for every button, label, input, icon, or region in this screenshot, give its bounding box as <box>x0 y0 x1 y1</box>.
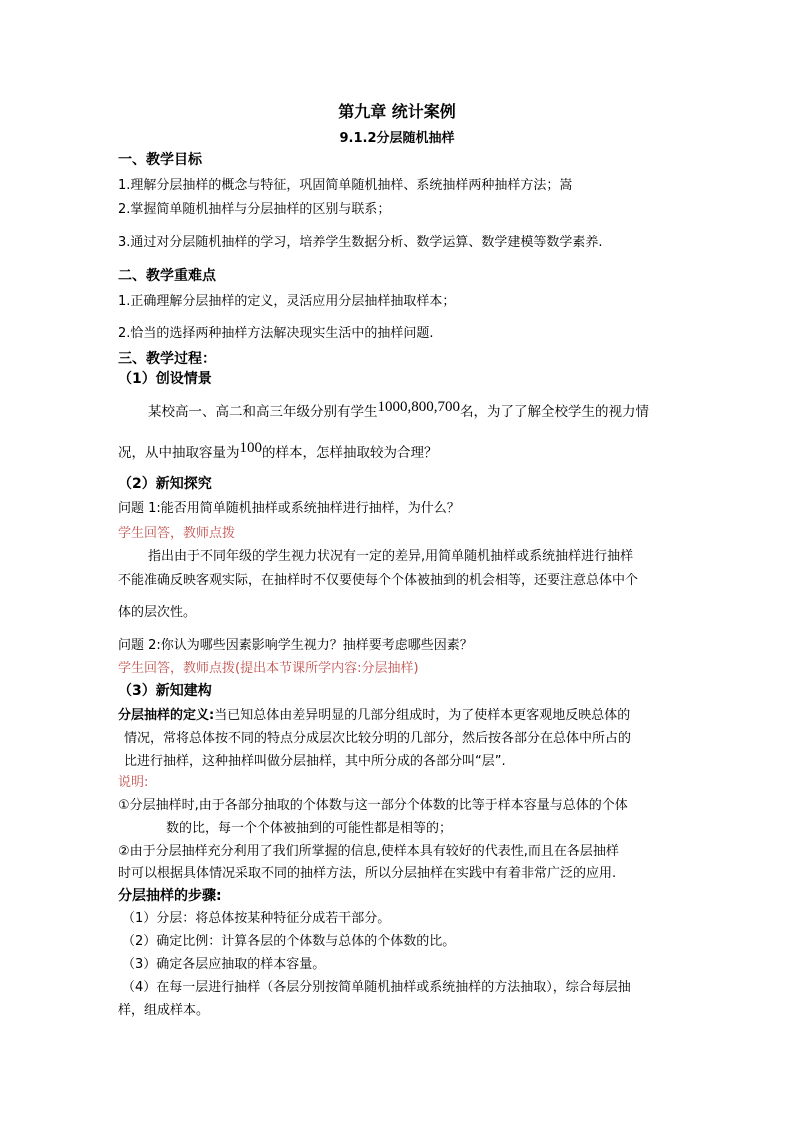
explore-heading: （2）新知探究 <box>118 476 212 492</box>
chapter-title: 第九章 统计案例 <box>338 102 456 121</box>
sample-size: 100 <box>239 440 262 456</box>
scenario-text: 的样本，怎样抽取较为合理？ <box>262 445 438 461</box>
explanation-line: 体的层次性。 <box>118 605 197 620</box>
question-2: 问题 2:你认为哪些因素影响学生视力？抽样要考虑哪些因素？ <box>118 638 473 653</box>
step-item: （3）确定各层应抽取的样本容量。 <box>122 957 326 972</box>
question-1: 问题 1:能否用简单随机抽样或系统抽样进行抽样，为什么？ <box>118 501 460 516</box>
key-points-heading: 二、教学重难点 <box>118 268 216 284</box>
steps-heading: 分层抽样的步骤: <box>118 888 222 904</box>
stray-glyph: 嵩 <box>559 178 573 193</box>
key-point-item: 1.正确理解分层抽样的定义，灵活应用分层抽样抽取样本； <box>118 294 456 309</box>
goals-heading: 一、教学目标 <box>118 152 202 168</box>
goal-item: 3.通过对分层随机抽样的学习，培养学生数据分析、数学运算、数学建模等数学素养. <box>118 235 603 250</box>
step-item: 样，组成样本。 <box>118 1003 210 1018</box>
scenario-heading: （1）创设情景 <box>118 371 212 387</box>
answer-label: 学生回答，教师点拨 <box>118 526 236 541</box>
goal-text: 1.理解分层抽样的概念与特征，巩固简单随机抽样、系统抽样两种抽样方法； <box>118 178 560 193</box>
scenario-text: 况，从中抽取容量为 <box>118 445 240 461</box>
key-point-item: 2.恰当的选择两种抽样方法解决现实生活中的抽样问题. <box>118 326 434 341</box>
goal-item <box>118 178 572 194</box>
definition-line: 比进行抽样，这种抽样叫做分层抽样，其中所分成的各部分叫“层”. <box>124 754 506 769</box>
goal-item: 2.掌握简单随机抽样与分层抽样的区别与联系； <box>118 202 391 217</box>
step-item: （2）确定比例：计算各层的个体数与总体的个体数的比。 <box>122 934 456 949</box>
scenario-text: 名，为了了解全校学生的视力情 <box>460 404 649 420</box>
note-line: 时可以根据具体情况采取不同的抽样方法，所以分层抽样在实践中有着非常广泛的应用. <box>118 866 617 881</box>
note-label: 说明: <box>118 775 149 790</box>
answer-label: 学生回答，教师点拨(提出本节课所学内容:分层抽样) <box>118 661 419 676</box>
section-subtitle: 9.1.2分层随机抽样 <box>339 131 455 146</box>
note-line: ①分层抽样时,由于各部分抽取的个体数与这一部分个体数的比等于样本容量与总体的个体 <box>118 798 628 813</box>
scenario-text: 某校高一、高二和高三年级分别有学生 <box>148 404 378 420</box>
scenario-line <box>118 440 438 461</box>
step-item: （4）在每一层进行抽样（各层分别按简单随机抽样或系统抽样的方法抽取），综合每层抽 <box>122 980 631 995</box>
step-item: （1）分层：将总体按某种特征分成若干部分。 <box>122 911 391 926</box>
definition-label: 分层抽样的定义: <box>118 708 215 723</box>
note-line: 数的比，每一个个体被抽到的可能性都是相等的； <box>166 821 453 836</box>
note-line: ②由于分层抽样充分利用了我们所掌握的信息,使样本具有较好的代表性,而且在各层抽样 <box>118 844 619 859</box>
definition-line: 情况，常将总体按不同的特点分成层次比较分明的几部分，然后按各部分在总体中所占的 <box>124 731 632 746</box>
student-counts: 1000,800,700 <box>377 399 460 415</box>
explanation-line: 不能准确反映客观实际，在抽样时不仅要使每个个体被抽到的机会相等，还要注意总体中个 <box>118 573 639 588</box>
scenario-line <box>148 399 649 420</box>
definition-line <box>118 708 630 724</box>
build-heading: （3）新知建构 <box>118 683 212 699</box>
process-heading: 三、教学过程： <box>118 351 216 367</box>
definition-text: 当已知总体由差异明显的几部分组成时，为了使样本更客观地反映总体的 <box>214 708 631 723</box>
explanation-line: 指出由于不同年级的学生视力状况有一定的差异,用简单随机抽样或系统抽样进行抽样 <box>148 549 634 564</box>
